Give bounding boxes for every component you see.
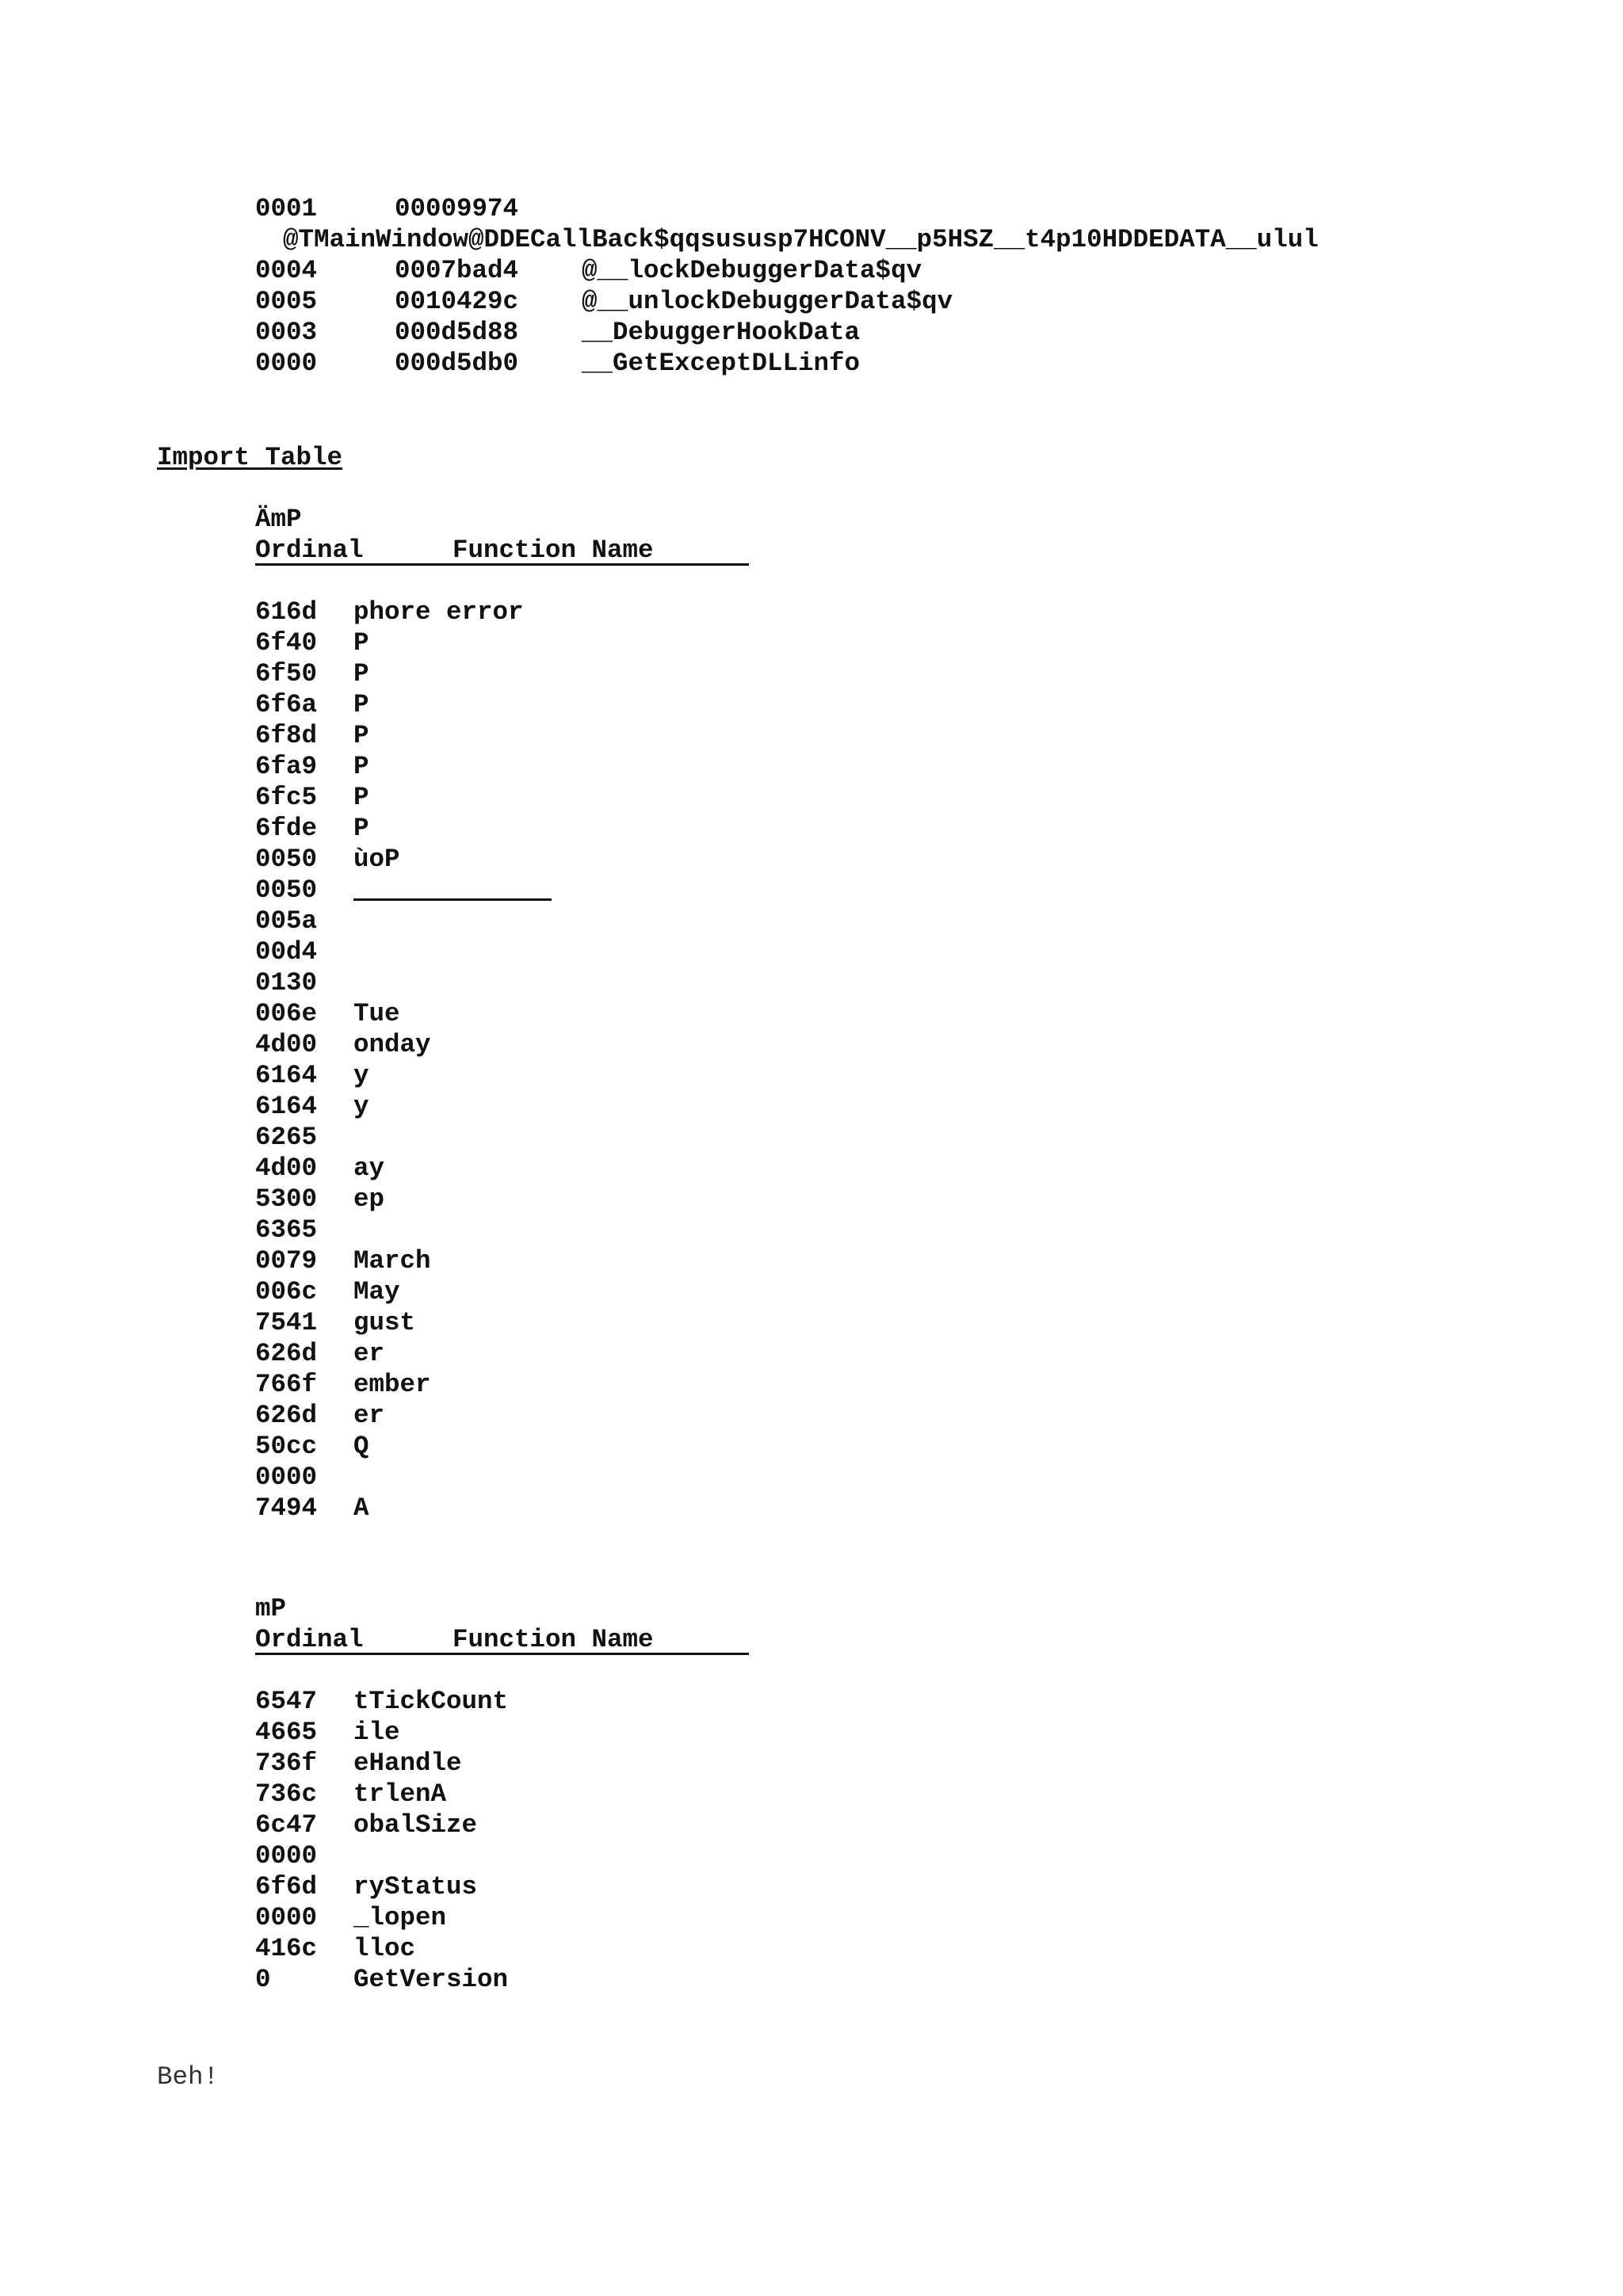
import-ordinal: 6f8d xyxy=(255,721,318,750)
import-row xyxy=(255,906,749,936)
import-ordinal: 6f50 xyxy=(255,659,318,688)
import-row xyxy=(255,1840,749,1871)
import-function-name: _lopen xyxy=(353,1903,447,1932)
import-row xyxy=(255,1091,749,1122)
import-ordinal: 0000 xyxy=(255,1903,318,1932)
import-row xyxy=(255,658,749,689)
import-ordinal: 50cc xyxy=(255,1432,318,1461)
import-row xyxy=(255,1871,749,1902)
import-row xyxy=(255,1184,749,1215)
export-ordinal: 0001 xyxy=(255,194,318,223)
import-row xyxy=(255,1717,749,1748)
export-address: 000d5db0 xyxy=(395,349,519,378)
import-ordinal: 626d xyxy=(255,1401,318,1430)
import-function-name: P xyxy=(353,659,369,688)
import-row xyxy=(255,936,749,967)
import-function-name: phore error xyxy=(353,597,524,627)
import-row xyxy=(255,1779,749,1810)
export-function-name: @TMainWindow@DDECallBack$qqsususp7HCONV__p5HSZ__t4p10HDDEDATA__ulul xyxy=(283,225,1319,254)
import-row xyxy=(255,998,749,1029)
import-ordinal: 0000 xyxy=(255,1463,318,1492)
import-ordinal: 0000 xyxy=(255,1841,318,1871)
import-row xyxy=(255,1431,749,1462)
export-ordinal: 0005 xyxy=(255,287,318,316)
import-row xyxy=(255,1215,749,1245)
column-header xyxy=(255,1624,749,1655)
import-function-name: May xyxy=(353,1277,400,1306)
import-function-name: March xyxy=(353,1246,431,1276)
export-address: 0010429c xyxy=(395,287,519,316)
export-function-name: __GetExceptDLLinfo xyxy=(582,349,861,378)
import-row xyxy=(255,1369,749,1400)
import-ordinal: 00d4 xyxy=(255,937,318,967)
import-ordinal: 7494 xyxy=(255,1493,318,1523)
import-function-name: er xyxy=(353,1401,385,1430)
module-name: mP xyxy=(255,1594,287,1623)
import-ordinal: 6164 xyxy=(255,1061,318,1090)
header-ordinal: Ordinal xyxy=(255,1625,364,1654)
import-row xyxy=(255,689,749,720)
import-ordinal: 416c xyxy=(255,1934,318,1963)
import-row xyxy=(255,597,749,627)
import-ordinal: 6c47 xyxy=(255,1810,318,1840)
import-row xyxy=(255,1933,749,1964)
import-row xyxy=(255,1902,749,1933)
import-function-name: y xyxy=(353,1061,369,1090)
import-row xyxy=(255,1276,749,1307)
import-ordinal: 0079 xyxy=(255,1246,318,1276)
import-ordinal: 6365 xyxy=(255,1215,318,1245)
module-name: ÄmP xyxy=(255,505,302,534)
import-function-name: P xyxy=(353,783,369,812)
import-function-name: P xyxy=(353,752,369,781)
import-row xyxy=(255,875,749,906)
import-function-name: tTickCount xyxy=(353,1687,509,1716)
import-function-name: ay xyxy=(353,1154,385,1183)
import-function-name: ile xyxy=(353,1718,400,1747)
import-function-name: obalSize xyxy=(353,1810,478,1840)
import-ordinal: 4d00 xyxy=(255,1154,318,1183)
export-ordinal: 0000 xyxy=(255,349,318,378)
import-function-name: P xyxy=(353,690,369,719)
import-function-name: y xyxy=(353,1092,369,1121)
import-function-name: ùoP xyxy=(353,845,400,874)
import-function-name: A xyxy=(353,1493,369,1523)
import-ordinal: 4d00 xyxy=(255,1030,318,1059)
spacer xyxy=(255,1655,749,1686)
import-ordinal: 6f6a xyxy=(255,690,318,719)
import-row xyxy=(255,1493,749,1524)
import-ordinal: 0050 xyxy=(255,845,318,874)
import-ordinal: 6547 xyxy=(255,1687,318,1716)
import-row xyxy=(255,1462,749,1493)
export-function-name: @__lockDebuggerData$qv xyxy=(582,256,922,285)
import-row xyxy=(255,751,749,782)
import-function-name: er xyxy=(353,1339,385,1368)
import-ordinal: 5300 xyxy=(255,1184,318,1214)
header-function-name: Function Name xyxy=(453,536,654,565)
import-ordinal: 0 xyxy=(255,1965,271,1994)
import-row xyxy=(255,844,749,875)
import-function-name: trlenA xyxy=(353,1779,447,1809)
export-function-name: @__unlockDebuggerData$qv xyxy=(582,287,953,316)
import-row xyxy=(255,1338,749,1369)
import-function-name: Tue xyxy=(353,999,400,1028)
import-row xyxy=(255,813,749,844)
import-ordinal: 6164 xyxy=(255,1092,318,1121)
import-table-title: Import Table xyxy=(157,443,343,472)
import-ordinal: 006c xyxy=(255,1277,318,1306)
import-row xyxy=(255,1153,749,1184)
import-ordinal: 736c xyxy=(255,1779,318,1809)
export-function-name: __DebuggerHookData xyxy=(582,318,861,347)
import-ordinal: 6fde xyxy=(255,814,318,843)
import-row xyxy=(255,967,749,998)
import-ordinal: 736f xyxy=(255,1749,318,1778)
import-function-name: onday xyxy=(353,1030,431,1059)
header-function-name: Function Name xyxy=(453,1625,654,1654)
import-ordinal: 6f6d xyxy=(255,1872,318,1901)
blank-underline xyxy=(353,875,552,901)
import-ordinal: 626d xyxy=(255,1339,318,1368)
import-ordinal: 006e xyxy=(255,999,318,1028)
export-address: 0007bad4 xyxy=(395,256,519,285)
import-function-name: gust xyxy=(353,1308,416,1337)
import-row xyxy=(255,1307,749,1338)
export-ordinal: 0004 xyxy=(255,256,318,285)
column-header xyxy=(255,535,749,566)
import-ordinal: 6f40 xyxy=(255,628,318,658)
import-function-name: ember xyxy=(353,1370,431,1399)
import-row xyxy=(255,1400,749,1431)
import-row xyxy=(255,1122,749,1153)
import-row xyxy=(255,1964,749,1995)
import-ordinal: 6fc5 xyxy=(255,783,318,812)
import-ordinal: 616d xyxy=(255,597,318,627)
import-row xyxy=(255,1060,749,1091)
import-ordinal: 4665 xyxy=(255,1718,318,1747)
import-ordinal: 6fa9 xyxy=(255,752,318,781)
import-function-name: lloc xyxy=(353,1934,416,1963)
import-row xyxy=(255,1245,749,1276)
import-function-name: P xyxy=(353,628,369,658)
header-ordinal: Ordinal xyxy=(255,536,364,565)
import-row xyxy=(255,1810,749,1840)
import-row xyxy=(255,1686,749,1717)
export-address: 00009974 xyxy=(395,194,519,223)
export-ordinal: 0003 xyxy=(255,318,318,347)
spacer xyxy=(255,566,749,597)
footer-text: Beh! xyxy=(157,2062,220,2092)
import-ordinal: 0050 xyxy=(255,875,318,905)
import-row xyxy=(255,1748,749,1779)
import-function-name: Q xyxy=(353,1432,369,1461)
import-ordinal: 005a xyxy=(255,906,318,936)
import-function-name: GetVersion xyxy=(353,1965,509,1994)
import-function-name: ep xyxy=(353,1184,385,1214)
import-ordinal: 766f xyxy=(255,1370,318,1399)
import-function-name: P xyxy=(353,721,369,750)
import-ordinal: 0130 xyxy=(255,968,318,997)
import-ordinal: 6265 xyxy=(255,1123,318,1152)
import-row xyxy=(255,720,749,751)
export-address: 000d5d88 xyxy=(395,318,519,347)
import-function-name: ryStatus xyxy=(353,1872,478,1901)
import-section-2 xyxy=(255,1593,749,1995)
import-row xyxy=(255,627,749,658)
import-row xyxy=(255,782,749,813)
import-ordinal: 7541 xyxy=(255,1308,318,1337)
import-row xyxy=(255,1029,749,1060)
import-function-name: P xyxy=(353,814,369,843)
import-function-name: eHandle xyxy=(353,1749,462,1778)
import-section-1 xyxy=(255,504,749,1524)
